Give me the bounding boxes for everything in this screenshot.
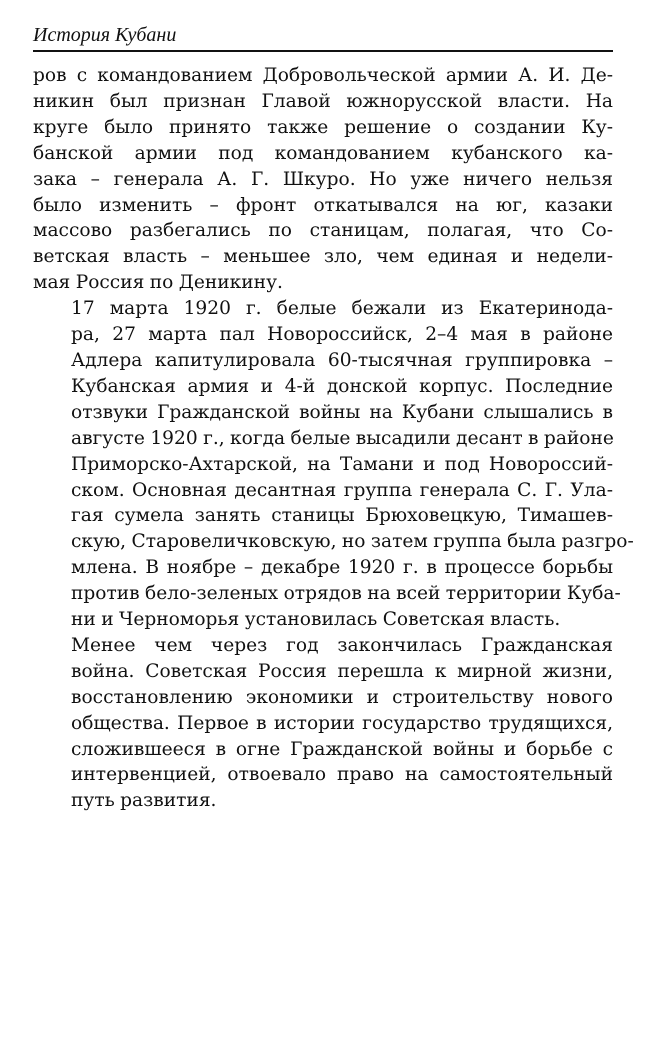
text-line: путь развития. [71,790,217,812]
paragraph [33,633,613,814]
text-line: интервенцией, отвоевало право на самостоятельный [71,764,613,786]
text-line: скую, Старовеличковскую, но затем группа была разгро- [71,531,634,553]
text-line: ветская власть – меньшее зло, чем единая и недели- [33,246,613,268]
text-line: общества. Первое в истории государство трудящихся, [71,712,613,734]
text-line: восстановлению экономики и строительству нового [71,686,613,708]
text-line: ра, 27 марта пал Новороссийск, 2–4 мая в районе [71,324,613,346]
text-line: млена. В ноябре – декабре 1920 г. в процессе борьбы [71,557,613,579]
text-line: Менее чем через год закончилась Гражданская [71,634,613,656]
text-line: ров с командованием Добровольческой армии А. И. Де- [33,65,613,86]
text-line: война. Советская Россия перешла к мирной жизни, [71,660,613,682]
text-line: никин был признан Главой южнорусской власти. На [33,90,613,112]
text-line: мая Россия по Деникину. [33,272,283,294]
text-line: Приморско-Ахтарской, на Тамани и под Новороссий- [71,453,613,475]
book-page [33,22,634,814]
paragraph [33,63,613,296]
text-line: массово разбегались по станицам, полагая, что Со- [33,220,613,242]
text-line: против бело-зеленых отрядов на всей территории Куба- [71,583,621,605]
text-line: ни и Черноморья установилась Советская власть. [71,609,561,631]
text-line: Кубанская армия и 4-й донской корпус. Последние [71,375,613,397]
running-header: История Кубани [33,22,613,52]
text-line: Адлера капитулировала 60-тысячная группировка – [71,349,613,371]
text-line: ском. Основная десантная группа генерала С. Г. Ула- [71,479,613,501]
text-line: отзвуки Гражданской войны на Кубани слышались в [71,401,613,423]
text-line: было изменить – фронт откатывался на юг, казаки [33,194,613,216]
text-line: круге было принято также решение о создании Ку- [33,116,613,138]
text-line: банской армии под командованием кубанского ка- [33,142,613,164]
text-line: августе 1920 г., когда белые высадили десант в районе [71,427,614,449]
paragraph [33,296,634,633]
text-line: зака – генерала А. Г. Шкуро. Но уже ничего нельзя [33,168,613,190]
body-text [33,63,634,814]
text-line: гая сумела занять станицы Брюховецкую, Тимашев- [71,505,613,527]
text-line: сложившееся в огне Гражданской войны и борьбе с [71,738,613,760]
text-line: 17 марта 1920 г. белые бежали из Екатеринода- [71,298,613,320]
